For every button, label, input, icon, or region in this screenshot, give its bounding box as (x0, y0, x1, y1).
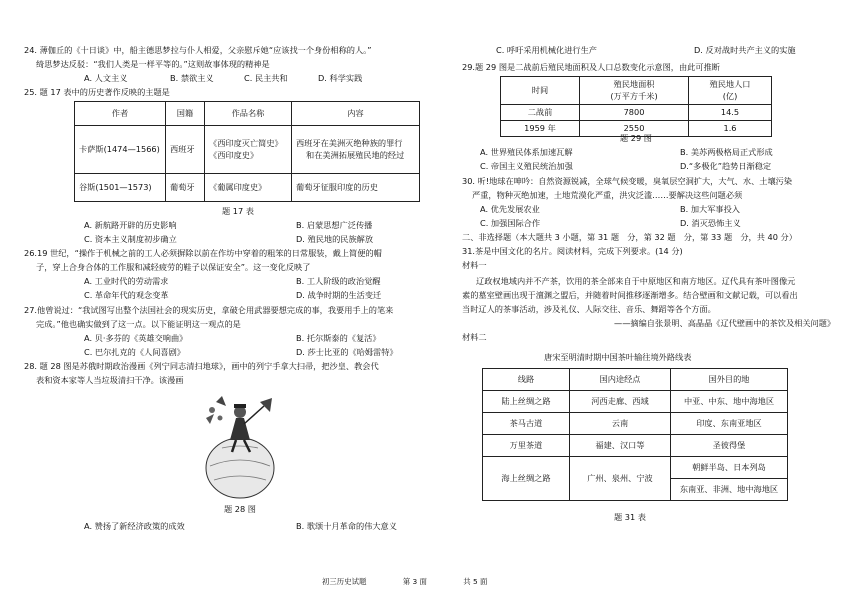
q24-stem-1: 24. 薄伽丘的《十日谈》中，船主德思梦拉与仆人相爱，父亲慰斥她“应该找一个身份相称的人。” (24, 45, 372, 55)
q31-cell: 福建、汉口等 (570, 435, 671, 457)
q31-material-1-title: 材料一 (462, 260, 487, 270)
q27-stem-2: 完成。”他也确实做到了这一点。以下能证明这一观点的是 (36, 319, 241, 329)
q25-option-c: C. 资本主义制度初步确立 (84, 234, 177, 244)
q25-cell-content (292, 126, 420, 174)
q31-cell: 河西走廊、西域 (570, 391, 671, 413)
q29-option-a: A. 世界殖民体系加速瓦解 (480, 147, 573, 157)
table-row (75, 126, 420, 174)
q31-material-1-line: 素的墓室壁画出现于澶渊之盟后，并随着时间推移逐渐增多。结合壁画和文献记载，可以看出 (462, 290, 798, 300)
q28-stem-1: 28. 题 28 图是苏俄时期政治漫画《列宁同志清扫地球》，画中的列宁手拿大扫帚，把沙皇、教会代 (24, 361, 379, 371)
q31-stem: 31.茶是中国文化的名片。阅读材料，完成下列要求。(14 分) (462, 246, 683, 256)
q26-option-b: B. 工人阶级的政治觉醒 (296, 276, 381, 286)
q26-option-d: D. 战争时期的生活变迁 (296, 290, 382, 300)
footer-page: 第 3 面 (402, 577, 427, 586)
footer-subject: 初三历史试题 (322, 577, 367, 586)
q31-material-1-source: ——摘编自张景明、高晶晶《辽代壁画中的茶饮及相关问题》 (614, 318, 836, 328)
q28-option-c: C. 呼吁采用机械化进行生产 (496, 45, 597, 55)
q31-header-foreign: 国外目的地 (671, 369, 788, 391)
lenin-cartoon-illustration (200, 388, 280, 500)
q27-option-a: A. 贝·多芬的《英雄交响曲》 (84, 333, 188, 343)
q24-stem-2: 绮思梦达反驳：“我们人类是一样平等的。”这则故事体现的精神是 (36, 59, 270, 69)
q26-option-a: A. 工业时代的劳动需求 (84, 276, 169, 286)
q29-cell: 2550 (580, 121, 689, 137)
q31-cell: 中亚、中东、地中海地区 (671, 391, 788, 413)
q30-option-c: C. 加强国际合作 (480, 218, 541, 228)
q31-cell: 陆上丝绸之路 (483, 391, 570, 413)
q31-cell: 圣彼得堡 (671, 435, 788, 457)
q25-option-a: A. 新航路开辟的历史影响 (84, 220, 177, 230)
q31-cell: 万里茶道 (483, 435, 570, 457)
q29-header-area: 殖民地面积 (万平方千米) (580, 77, 689, 105)
q29-option-b: B. 美苏两极格局正式形成 (680, 147, 773, 157)
q29-header-time: 时间 (501, 77, 580, 105)
q28-option-a: A. 赞扬了新经济政策的成效 (84, 521, 185, 531)
q25-cell-works: 《葡属印度史》 (205, 174, 292, 202)
q29-cell: 二战前 (501, 105, 580, 121)
q25-cell-works (205, 126, 292, 174)
q31-header-route: 线路 (483, 369, 570, 391)
q31-cell: 印度、东南亚地区 (671, 413, 788, 435)
q30-option-b: B. 加大军事投入 (680, 204, 740, 214)
q25-cell-country: 葡萄牙 (166, 174, 205, 202)
q25-cell-author: 卡萨斯(1474—1566) (75, 126, 166, 174)
q24-option-d: D. 科学实践 (318, 73, 363, 83)
q31-cell: 茶马古道 (483, 413, 570, 435)
q25-cell-country: 西班牙 (166, 126, 205, 174)
q24-option-c: C. 民主共和 (244, 73, 288, 83)
table-row (483, 435, 788, 457)
q29-option-c: C. 帝国主义殖民统治加强 (480, 161, 573, 171)
q30-stem-2: 严重，物种灭绝加速，土地荒漠化严重，洪灾泛滥……要解决这些问题必须 (472, 190, 743, 200)
q25-work: 《西印度史》 (209, 149, 259, 160)
q28-caption: 题 28 图 (224, 504, 256, 514)
q31-material-1-line: 当时辽人的茶事活动，涉及礼仪、人际交往、音乐、舞蹈等各个方面。 (462, 304, 716, 314)
q25-cell-author: 谷斯(1501—1573) (75, 174, 166, 202)
q29-cell: 1.6 (689, 121, 772, 137)
q24-option-b: B. 禁欲主义 (170, 73, 214, 83)
table-row (483, 457, 788, 479)
q25-content-line: 西班牙在美洲灭绝种族的罪行 (296, 138, 403, 149)
q30-option-d: D. 消灭恐怖主义 (680, 218, 741, 228)
table-row (483, 413, 788, 435)
section-2-heading: 二、非选择题（本大题共 3 小题，第 31 题 分，第 32 题 分，第 33 题 分，共 40 分） (462, 232, 797, 242)
q27-stem-1: 27.他曾说过：“我试图写出整个法国社会的现实历史，拿破仑用武器要想完成的事，我要用手上的笔来 (24, 305, 394, 315)
q28-stem-2: 表和资本家等人当垃圾清扫干净。该漫画 (36, 375, 184, 385)
q25-header-works: 作品名称 (205, 102, 292, 126)
q27-option-b: B. 托尔斯泰的《复活》 (296, 333, 381, 343)
q29-header-population: 殖民地人口 (亿) (689, 77, 772, 105)
q29-option-d: D.“多极化”趋势日渐稳定 (680, 161, 772, 171)
q31-material-2-title: 材料二 (462, 332, 487, 342)
q31-cell-sea-ports: 广州、泉州、宁波 (570, 457, 671, 501)
q31-table (482, 368, 788, 501)
q29-caption: 题 29 图 (620, 133, 652, 143)
q30-stem-1: 30. 听!地球在呻吟：自然资源锐减，全球气候变暖，臭氧层空洞扩大，大气、水、土壤污染 (462, 176, 793, 186)
q28-option-d: D. 反对战时共产主义的实施 (694, 45, 796, 55)
q30-option-a: A. 优先发展农业 (480, 204, 540, 214)
table-row (501, 105, 772, 121)
q29-cell: 14.5 (689, 105, 772, 121)
q29-table (500, 76, 772, 137)
q26-option-c: C. 革命年代的观念变革 (84, 290, 169, 300)
q27-option-c: C. 巴尔扎克的《人间喜剧》 (84, 347, 185, 357)
q31-cell-sea-route: 海上丝绸之路 (483, 457, 570, 501)
q31-cell-sea-dest: 朝鲜半岛、日本列岛 (671, 457, 788, 479)
q25-content-line: 和在美洲拓展殖民地的经过 (306, 149, 405, 160)
table-row (75, 174, 420, 202)
q25-header-author: 作者 (75, 102, 166, 126)
q25-option-d: D. 殖民地的民族解放 (296, 234, 374, 244)
q26-stem-1: 26.19 世纪，“操作于机械之前的工人必须摒除以前在作坊中穿着的粗笨的日常服装，戴上简便的帽 (24, 248, 382, 258)
q27-option-d: D. 莎士比亚的《哈姆雷特》 (296, 347, 398, 357)
q31-caption: 题 31 表 (614, 512, 646, 522)
footer-total: 共 5 面 (463, 577, 488, 586)
q25-caption: 题 17 表 (222, 206, 254, 216)
q25-cell-content: 葡萄牙征服印度的历史 (292, 174, 420, 202)
q29-stem: 29.题 29 图是二战前后殖民地面积及人口总数变化示意图，由此可推断 (462, 62, 720, 72)
q25-header-country: 国籍 (166, 102, 205, 126)
q25-option-b: B. 启蒙思想广泛传播 (296, 220, 373, 230)
q31-table-title: 唐宋至明清时期中国茶叶输往境外路线表 (544, 352, 692, 362)
q29-cell: 7800 (580, 105, 689, 121)
q31-cell-sea-dest: 东南亚、非洲、地中海地区 (671, 479, 788, 501)
page-footer (322, 577, 521, 587)
q25-work: 《西印度灭亡简史》 (209, 138, 283, 149)
q24-option-a: A. 人文主义 (84, 73, 128, 83)
q25-stem: 25. 题 17 表中的历史著作反映的主题是 (24, 87, 170, 97)
q25-header-content: 内容 (292, 102, 420, 126)
q31-cell: 云南 (570, 413, 671, 435)
q31-header-domestic: 国内途经点 (570, 369, 671, 391)
q25-table (74, 101, 420, 202)
q28-option-b: B. 歌颂十月革命的伟大意义 (296, 521, 397, 531)
table-row (483, 391, 788, 413)
q31-material-1-line: 辽政权地域内并不产茶，饮用的茶全部来自于中原地区和南方地区。辽代具有茶叶图像元 (476, 276, 796, 286)
q29-cell: 1959 年 (501, 121, 580, 137)
q26-stem-2: 子，穿上合身合体的工作服和减轻疲劳的鞋子以保证安全”。这一变化反映了 (36, 262, 311, 272)
